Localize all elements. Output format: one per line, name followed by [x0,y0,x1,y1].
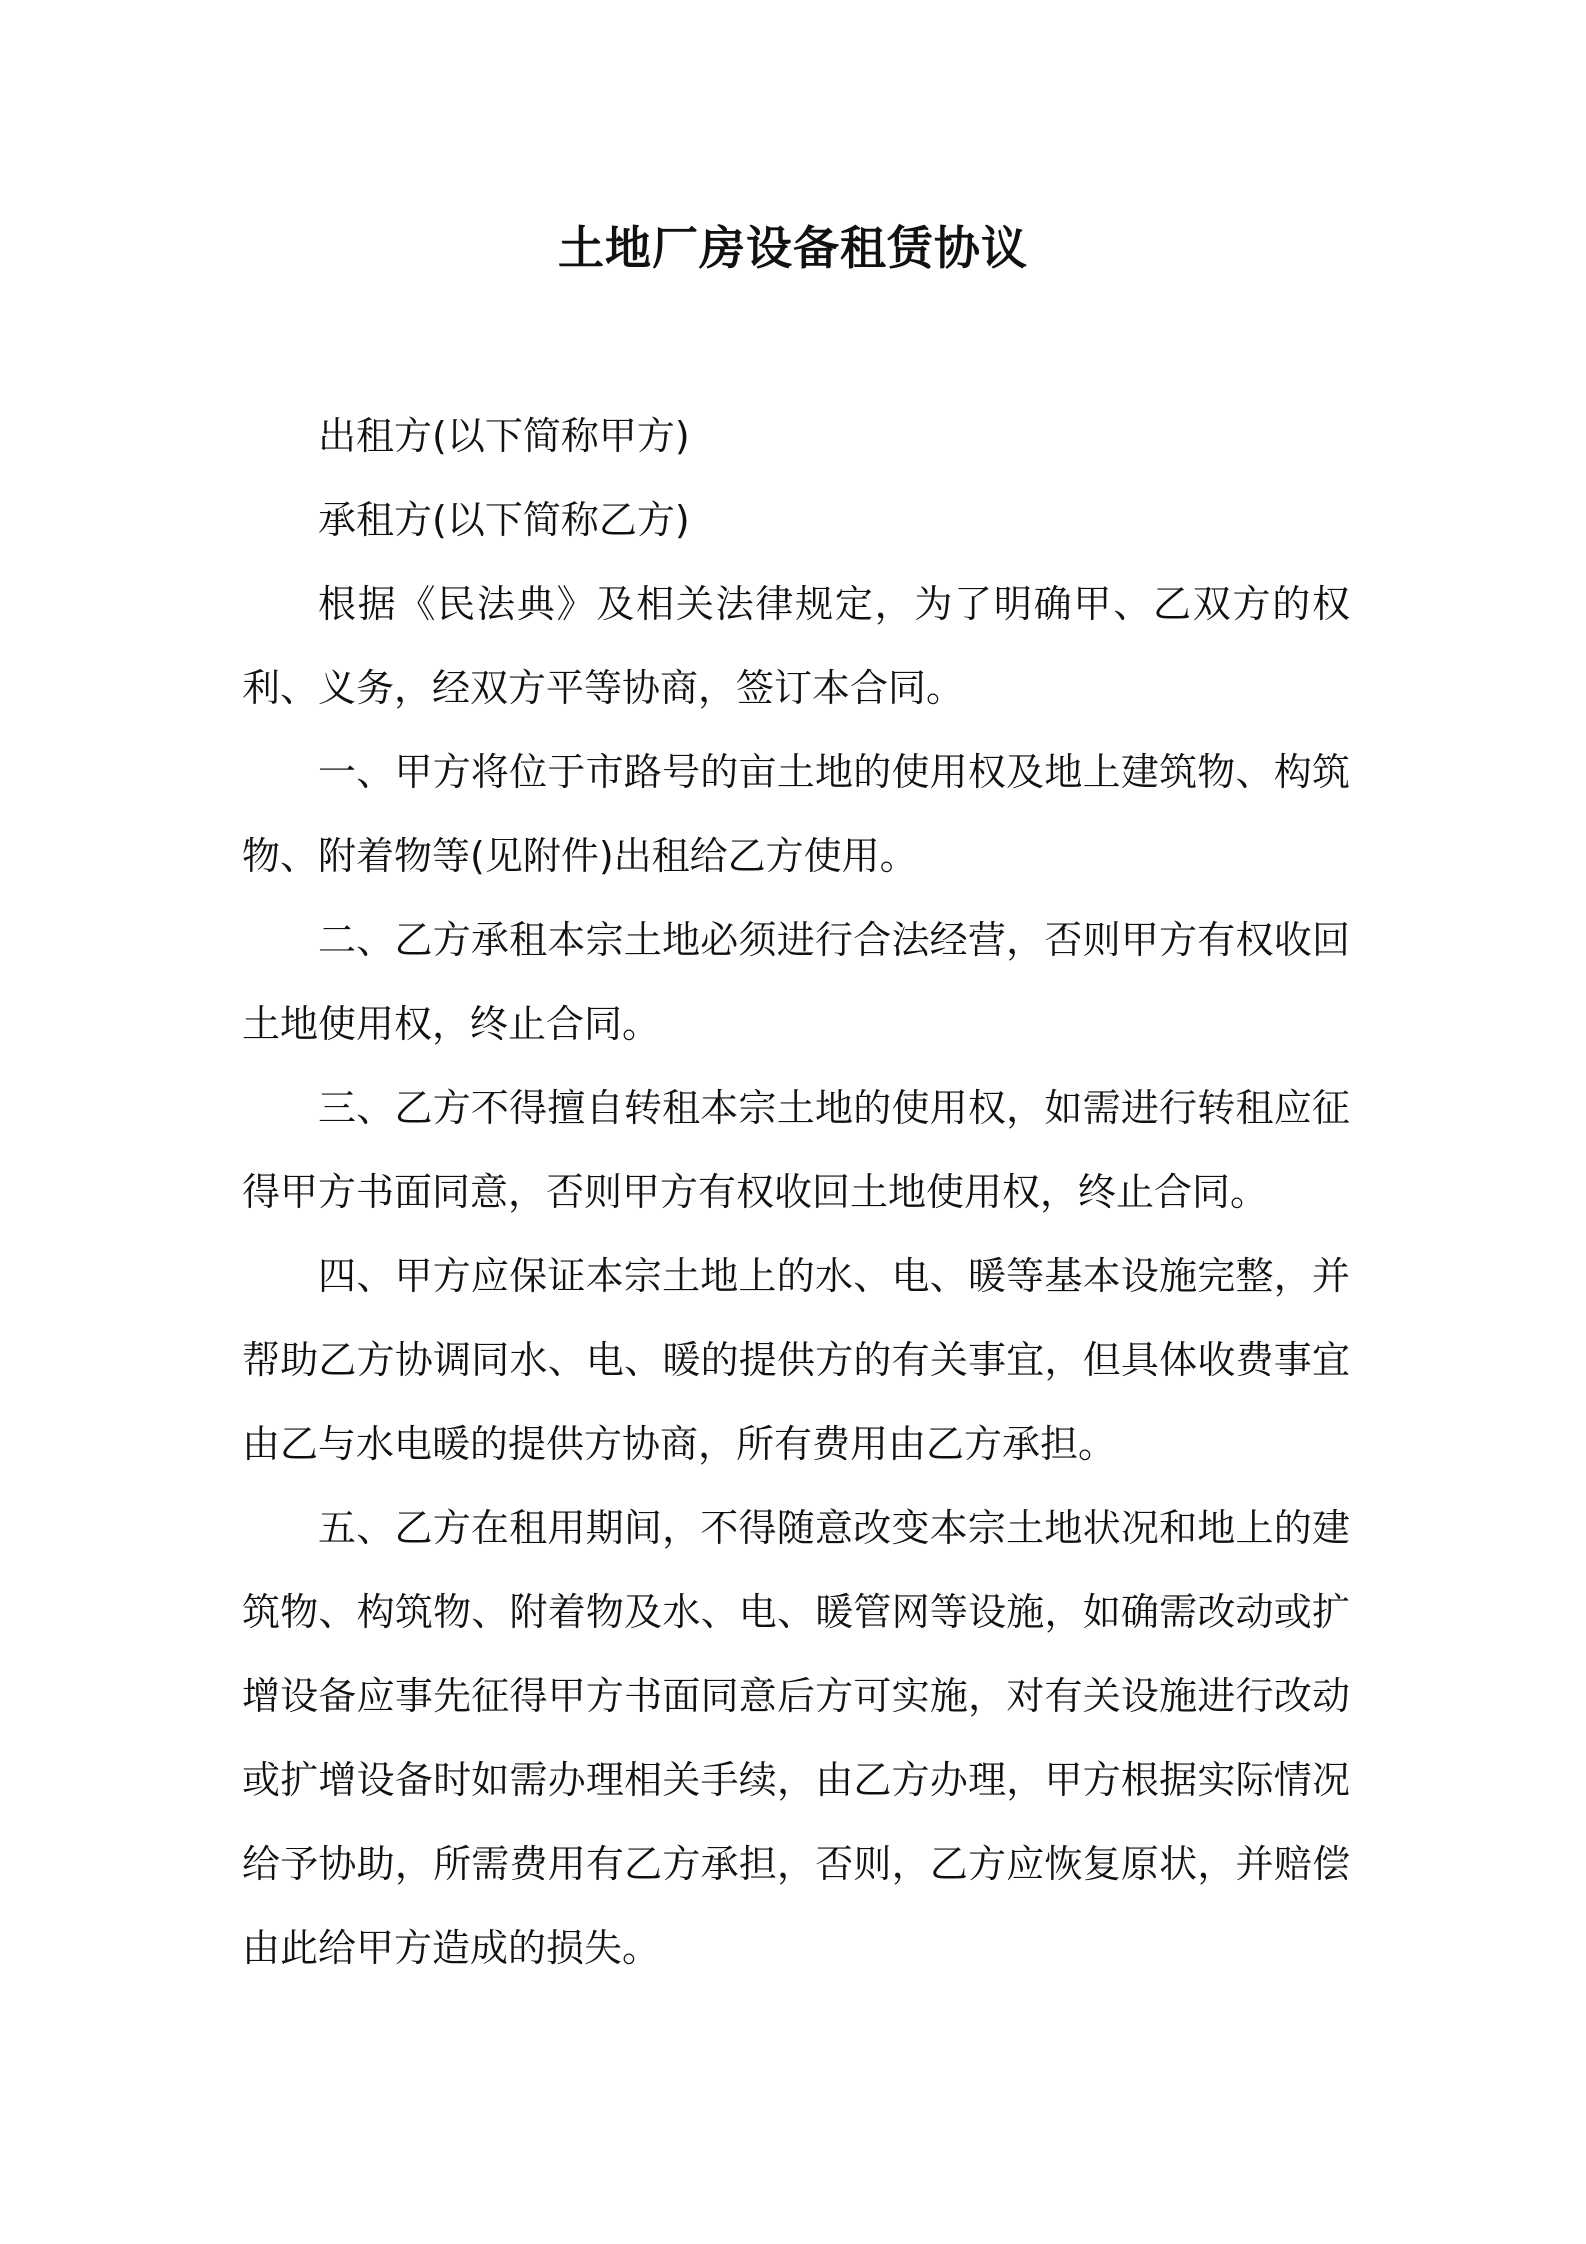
paragraph-clause-5: 五、乙方在租用期间，不得随意改变本宗土地状况和地上的建筑物、构筑物、附着物及水、电、暖管网等设施，如确需改动或扩增设备应事先征得甲方书面同意后方可实施，对有关设施进行改动或扩增设备时如需办理相关手续，由乙方办理，甲方根据实际情况给予协助，所需费用有乙方承担，否则，乙方应恢复原状，并赔偿由此给甲方造成的损失。 [242,1506,1350,1970]
paragraph-clause-1: 一、甲方将位于市路号的亩土地的使用权及地上建筑物、构筑物、附着物等(见附件)出租给乙方使用。 [242,750,1350,878]
document-body [242,394,1350,1990]
paragraph-clause-2: 二、乙方承租本宗土地必须进行合法经营，否则甲方有权收回土地使用权，终止合同。 [242,918,1350,1046]
paragraph-lessee: 承租方(以下简称乙方) [318,498,690,542]
document-title: 土地厂房设备租赁协议 [558,221,1028,275]
paragraph-preamble: 根据《民法典》及相关法律规定，为了明确甲、乙双方的权利、义务，经双方平等协商，签订本合同。 [242,582,1350,710]
paragraph-clause-3: 三、乙方不得擅自转租本宗土地的使用权，如需进行转租应征得甲方书面同意，否则甲方有权收回土地使用权，终止合同。 [242,1086,1350,1214]
paragraph-lessor: 出租方(以下简称甲方) [318,414,690,458]
paragraph-clause-4: 四、甲方应保证本宗土地上的水、电、暖等基本设施完整，并帮助乙方协调同水、电、暖的提供方的有关事宜，但具体收费事宜由乙与水电暖的提供方协商，所有费用由乙方承担。 [242,1254,1350,1466]
